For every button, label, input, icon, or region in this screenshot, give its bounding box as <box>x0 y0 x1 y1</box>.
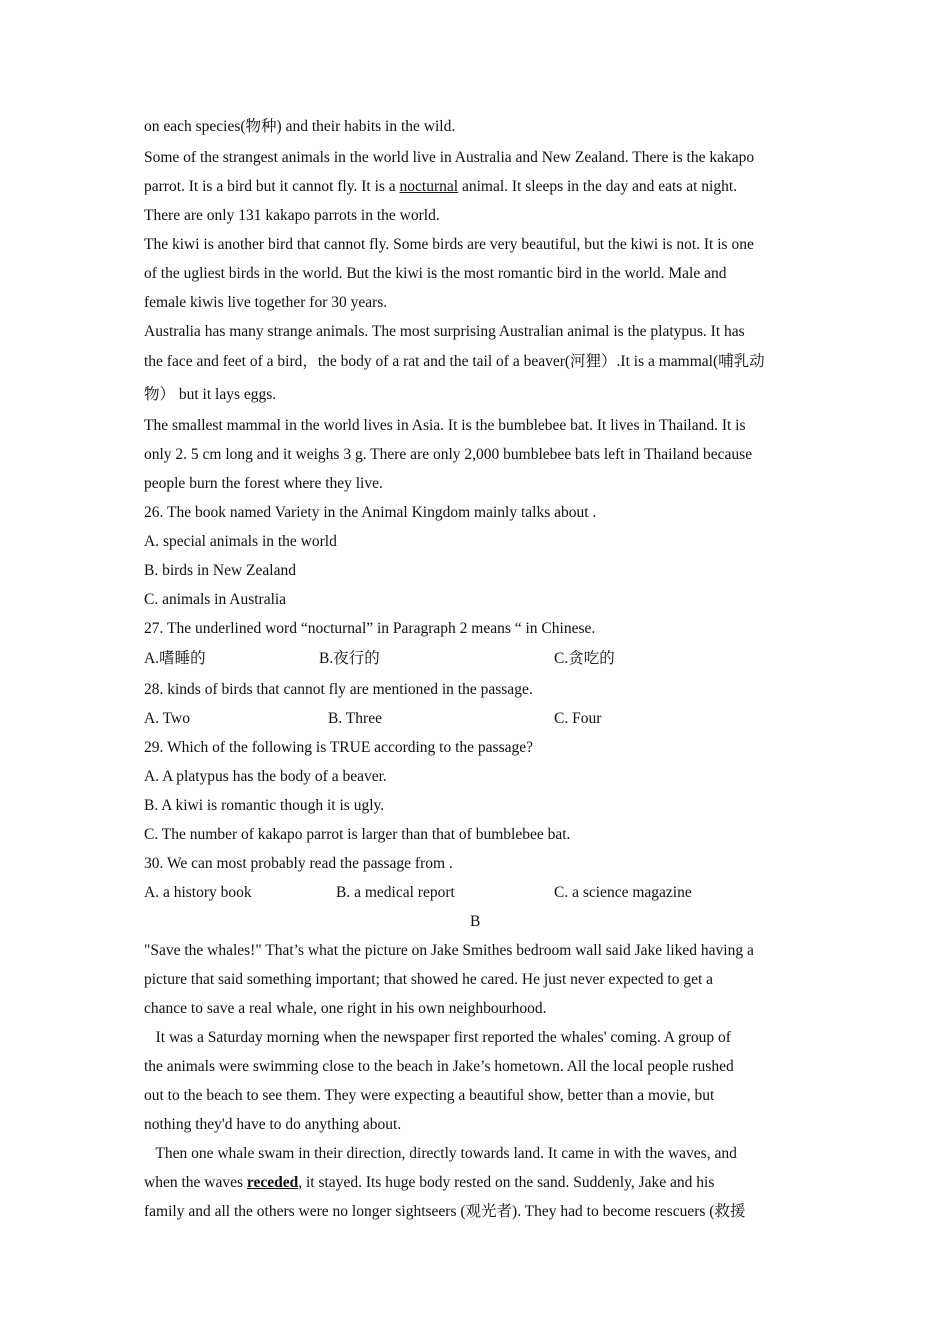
passage-a-line: female kiwis live together for 30 years. <box>144 294 388 311</box>
underlined-word-receded: receded <box>246 1174 299 1191</box>
passage-b-line <box>144 1173 714 1193</box>
option-29-a: A. A platypus has the body of a beaver. <box>144 768 387 785</box>
option-27-b: B.夜行的 <box>319 650 380 667</box>
passage-b-line: "Save the whales!" That’s what the picture on Jake Smithes bedroom wall said Jake liked having a <box>144 942 754 959</box>
option-29-b: B. A kiwi is romantic though it is ugly. <box>144 797 385 814</box>
option-26-a: A. special animals in the world <box>144 533 337 550</box>
passage-a-line: The smallest mammal in the world lives in Asia. It is the bumblebee bat. It lives in Thailand. It is <box>144 417 746 434</box>
passage-a-line: Some of the strangest animals in the world live in Australia and New Zealand. There is the kakapo <box>144 149 755 166</box>
option-26-c: C. animals in Australia <box>144 591 287 608</box>
section-heading-b: B <box>470 913 481 930</box>
question-28: 28. kinds of birds that cannot fly are mentioned in the passage. <box>144 681 533 698</box>
passage-a-line: on each species(物种) and their habits in the wild. <box>144 118 456 135</box>
passage-b-line: Then one whale swam in their direction, directly towards land. It came in with the waves, and <box>144 1145 737 1162</box>
option-28-b: B. Three <box>328 710 382 727</box>
passage-a-line: of the ugliest birds in the world. But the kiwi is the most romantic bird in the world. Male and <box>144 265 727 282</box>
text-segment: animal. It sleeps in the day and eats at night. <box>458 178 738 195</box>
question-29: 29. Which of the following is TRUE according to the passage? <box>144 739 533 756</box>
option-28-a: A. Two <box>144 710 190 727</box>
passage-a-line: There are only 131 kakapo parrots in the world. <box>144 207 440 224</box>
option-30-c: C. a science magazine <box>554 884 692 901</box>
passage-b-line: family and all the others were no longer sightseers (观光者). They had to become rescuers (救援 <box>144 1203 746 1220</box>
passage-b-line: It was a Saturday morning when the newspaper first reported the whales' coming. A group of <box>144 1029 731 1046</box>
passage-b-line: chance to save a real whale, one right in his own neighbourhood. <box>144 1000 547 1017</box>
passage-a-line: people burn the forest where they live. <box>144 475 383 492</box>
option-30-a: A. a history book <box>144 884 252 901</box>
question-27: 27. The underlined word “nocturnal” in Paragraph 2 means “ in Chinese. <box>144 620 596 637</box>
text-segment: when the waves <box>144 1174 247 1191</box>
text-segment: parrot. It is a bird but it cannot fly. It is a <box>144 178 400 195</box>
question-26: 26. The book named Variety in the Animal Kingdom mainly talks about . <box>144 504 597 521</box>
option-27-a: A.嗜睡的 <box>144 650 206 667</box>
option-30-b: B. a medical report <box>336 884 455 901</box>
option-26-b: B. birds in New Zealand <box>144 562 296 579</box>
passage-a-line: 物） but it lays eggs. <box>144 386 277 403</box>
passage-a-line: Australia has many strange animals. The most surprising Australian animal is the platypus. It has <box>144 323 745 340</box>
option-28-c: C. Four <box>554 710 602 727</box>
passage-b-line: the animals were swimming close to the beach in Jake’s hometown. All the local people rushed <box>144 1058 734 1075</box>
option-29-c: C. The number of kakapo parrot is larger than that of bumblebee bat. <box>144 826 571 843</box>
passage-b-line: nothing they'd have to do anything about. <box>144 1116 402 1133</box>
option-27-c: C.贪吃的 <box>554 650 615 667</box>
question-30: 30. We can most probably read the passage from . <box>144 855 453 872</box>
passage-a-line: only 2. 5 cm long and it weighs 3 g. There are only 2,000 bumblebee bats left in Thailand because <box>144 446 753 463</box>
text-segment: , it stayed. Its huge body rested on the sand. Suddenly, Jake and his <box>298 1174 715 1191</box>
passage-b-line: out to the beach to see them. They were expecting a beautiful show, better than a movie, but <box>144 1087 715 1104</box>
passage-a-line: the face and feet of a bird，the body of a rat and the tail of a beaver(河狸）.It is a mammal(哺乳动 <box>144 353 765 370</box>
passage-b-line: picture that said something important; that showed he cared. He just never expected to get a <box>144 971 714 988</box>
underlined-word-nocturnal: nocturnal <box>399 178 459 195</box>
passage-a-line <box>144 177 737 197</box>
passage-a-line: The kiwi is another bird that cannot fly. Some birds are very beautiful, but the kiwi is not. It is one <box>144 236 754 253</box>
